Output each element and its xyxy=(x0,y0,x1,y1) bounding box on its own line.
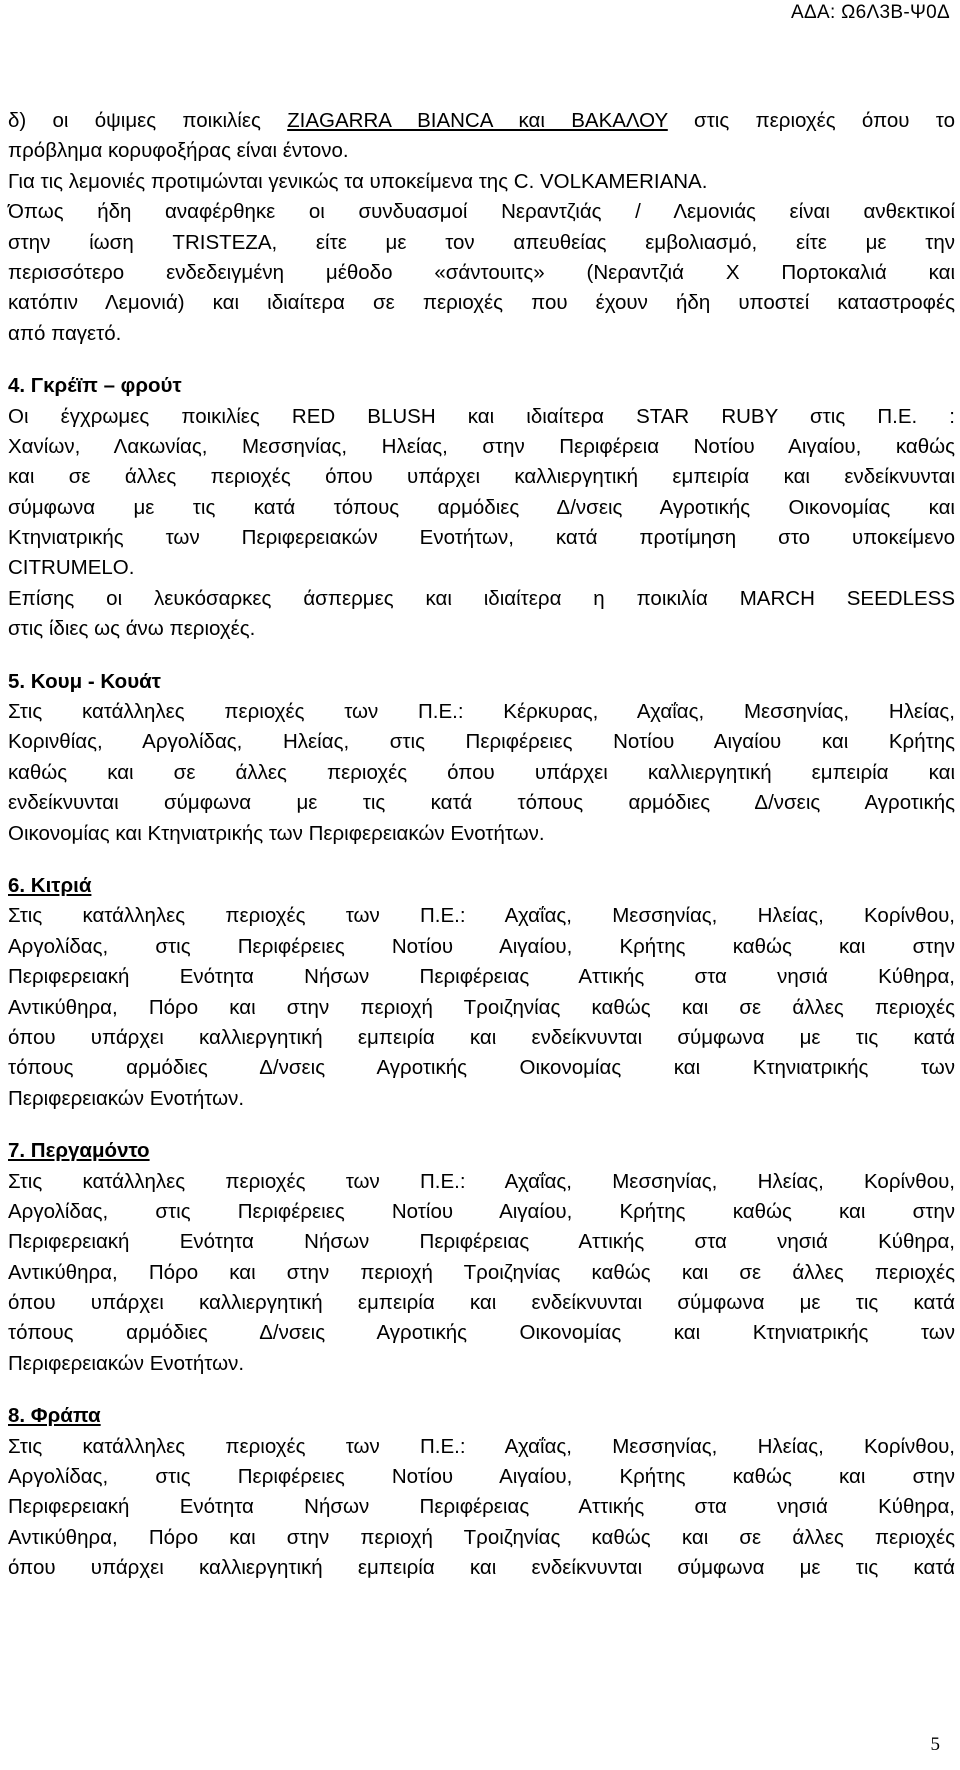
section-7-line: όπου υπάρχει καλλιεργητική εμπειρία και ενδείκνυνται σύμφωνα με τις κατά xyxy=(8,1291,955,1315)
intro-d-rest: στις περιοχές όπου το xyxy=(667,109,955,132)
intro-line-d2: πρόβλημα κορυφοξήρας είναι έντονο. xyxy=(8,139,349,163)
section-6-line: Αντικύθηρα, Πόρο και στην περιοχή Τροιζηνίας καθώς και σε άλλες περιοχές xyxy=(8,995,955,1019)
section-6-line: τόπους αρμόδιες Δ/νσεις Αγροτικής Οικονομίας και Κτηνιατρικής των xyxy=(8,1056,955,1080)
section-6-line: Περιφερειακών Ενοτήτων. xyxy=(8,1086,245,1110)
section-5-line: καθώς και σε άλλες περιοχές όπου υπάρχει καλλιεργητική εμπειρία και xyxy=(8,760,955,784)
section-7-line: τόπους αρμόδιες Δ/νσεις Αγροτικής Οικονομίας και Κτηνιατρικής των xyxy=(8,1321,955,1345)
intro-line: περισσότερο ενδεδειγμένη μέθοδο «σάντουιτς» (Νεραντζιά Χ Πορτοκαλιά και xyxy=(8,260,955,284)
section-heading-8: 8. Φράπα xyxy=(8,1404,101,1428)
section-8-line: όπου υπάρχει καλλιεργητική εμπειρία και ενδείκνυνται σύμφωνα με τις κατά xyxy=(8,1556,955,1580)
section-4-line: και σε άλλες περιοχές όπου υπάρχει καλλιεργητική εμπειρία και ενδείκνυνται xyxy=(8,465,955,489)
section-6-line: Περιφερειακή Ενότητα Νήσων Περιφέρειας Αττικής στα νησιά Κύθηρα, xyxy=(8,965,955,989)
section-4-line: στις ίδιες ως άνω περιοχές. xyxy=(8,617,256,641)
section-7-line: Περιφερειακή Ενότητα Νήσων Περιφέρειας Αττικής στα νησιά Κύθηρα, xyxy=(8,1230,955,1254)
section-5-line: Κορινθίας, Αργολίδας, Ηλείας, στις Περιφέρειες Νοτίου Αιγαίου και Κρήτης xyxy=(8,730,955,754)
section-5-line: Στις κατάλληλες περιοχές των Π.Ε.: Κέρκυρας, Αχαΐας, Μεσσηνίας, Ηλείας, xyxy=(8,700,955,724)
document-body xyxy=(8,106,955,1584)
section-8-line: Στις κατάλληλες περιοχές των Π.Ε.: Αχαΐας, Μεσσηνίας, Ηλείας, Κορίνθου, xyxy=(8,1434,955,1458)
document-ada-code: ΑΔΑ: Ω6Λ3Β-Ψ0Δ xyxy=(791,2,950,23)
intro-line-d xyxy=(8,106,955,136)
section-8-line: Αντικύθηρα, Πόρο και στην περιοχή Τροιζηνίας καθώς και σε άλλες περιοχές xyxy=(8,1525,955,1549)
section-heading-7: 7. Περγαμόντο xyxy=(8,1139,150,1163)
section-4-line: CITRUMELO. xyxy=(8,556,135,580)
section-7-line: Περιφερειακών Ενοτήτων. xyxy=(8,1351,245,1375)
intro-line: στην ίωση TRISTEZA, είτε με τον απευθείας εμβολιασμό, είτε με την xyxy=(8,230,955,254)
section-7-line: Αντικύθηρα, Πόρο και στην περιοχή Τροιζηνίας καθώς και σε άλλες περιοχές xyxy=(8,1260,955,1284)
section-6-line: όπου υπάρχει καλλιεργητική εμπειρία και ενδείκνυνται σύμφωνα με τις κατά xyxy=(8,1025,955,1049)
section-4-line: Οι έγχρωμες ποικιλίες RED BLUSH και ιδιαίτερα STAR RUBY στις Π.Ε. : xyxy=(8,404,955,428)
intro-line: από παγετό. xyxy=(8,321,122,345)
intro-line: κατόπιν Λεμονιά) και ιδιαίτερα σε περιοχές που έχουν ήδη υποστεί καταστροφές xyxy=(8,291,955,315)
section-heading-4: 4. Γκρέϊπ – φρούτ xyxy=(8,374,182,398)
section-4-line: Επίσης οι λευκόσαρκες άσπερμες και ιδιαίτερα η ποικιλία MARCH SEEDLESS xyxy=(8,586,955,610)
intro-d-varieties: ZIAGARRA BIANCA και ΒΑΚΑΛΟΥ xyxy=(287,109,668,132)
page-number: 5 xyxy=(930,1734,940,1755)
section-4-line: Χανίων, Λακωνίας, Μεσσηνίας, Ηλείας, στην Περιφέρεια Νοτίου Αιγαίου, καθώς xyxy=(8,434,955,458)
section-7-line: Στις κατάλληλες περιοχές των Π.Ε.: Αχαΐας, Μεσσηνίας, Ηλείας, Κορίνθου, xyxy=(8,1169,955,1193)
section-6-line: Αργολίδας, στις Περιφέρειες Νοτίου Αιγαίου, Κρήτης καθώς και στην xyxy=(8,934,955,958)
intro-d-prefix: δ) οι όψιμες ποικιλίες xyxy=(8,109,288,132)
section-8-line: Περιφερειακή Ενότητα Νήσων Περιφέρειας Αττικής στα νησιά Κύθηρα, xyxy=(8,1495,955,1519)
section-6-line: Στις κατάλληλες περιοχές των Π.Ε.: Αχαΐας, Μεσσηνίας, Ηλείας, Κορίνθου, xyxy=(8,904,955,928)
section-4-line: σύμφωνα με τις κατά τόπους αρμόδιες Δ/νσεις Αγροτικής Οικονομίας και xyxy=(8,495,955,519)
section-8-line: Αργολίδας, στις Περιφέρειες Νοτίου Αιγαίου, Κρήτης καθώς και στην xyxy=(8,1465,955,1489)
section-4-line: Κτηνιατρικής των Περιφερειακών Ενοτήτων, κατά προτίμηση στο υποκείμενο xyxy=(8,526,955,550)
section-heading-5: 5. Κουμ - Κουάτ xyxy=(8,669,161,693)
section-7-line: Αργολίδας, στις Περιφέρειες Νοτίου Αιγαίου, Κρήτης καθώς και στην xyxy=(8,1199,955,1223)
section-heading-6: 6. Κιτριά xyxy=(8,873,92,897)
intro-line: Όπως ήδη αναφέρθηκε οι συνδυασμοί Νεραντζιάς / Λεμονιάς είναι ανθεκτικοί xyxy=(8,200,955,224)
section-5-line: ενδείκνυνται σύμφωνα με τις κατά τόπους αρμόδιες Δ/νσεις Αγροτικής xyxy=(8,791,955,815)
section-5-line: Οικονομίας και Κτηνιατρικής των Περιφερειακών Ενοτήτων. xyxy=(8,821,545,845)
intro-line: Για τις λεμονιές προτιμώνται γενικώς τα υποκείμενα της C. VOLKAMERIANA. xyxy=(8,169,708,193)
